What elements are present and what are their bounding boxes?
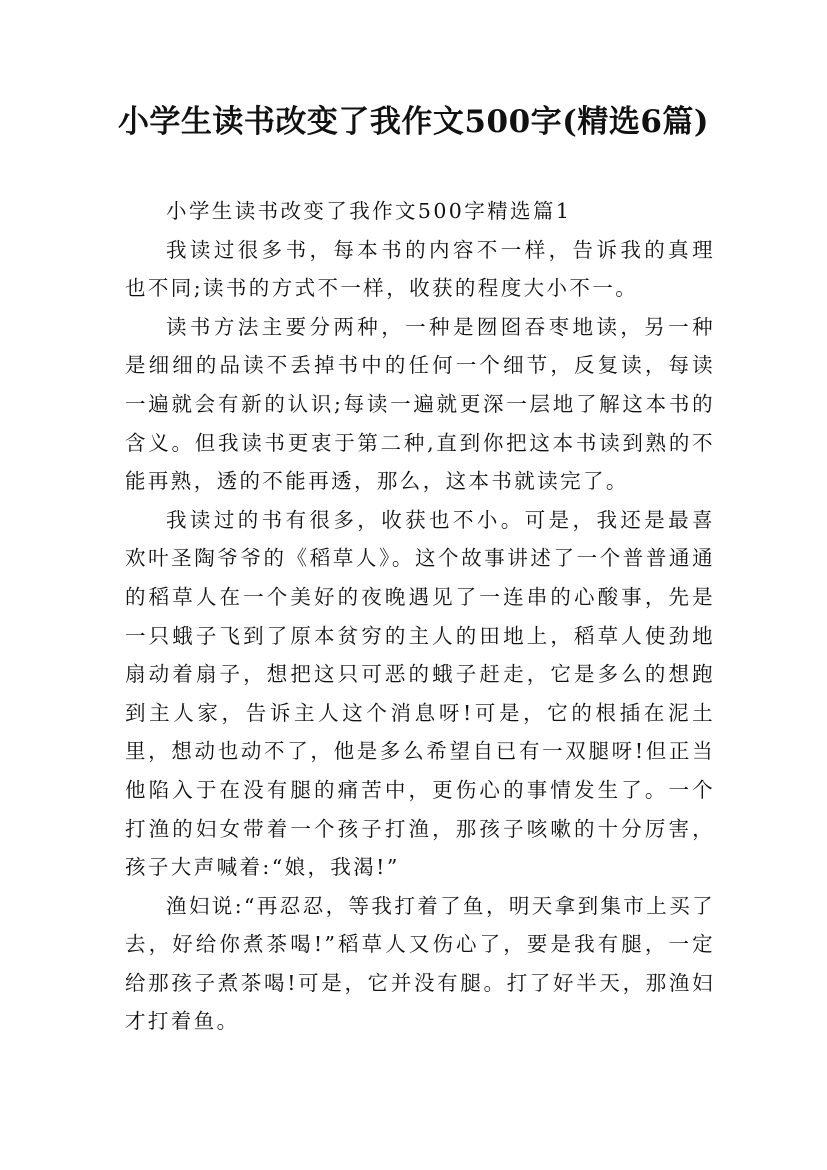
paragraph: 我读过很多书，每本书的内容不一样，告诉我的真理也不同;读书的方式不一样，收获的程度大小不一。 bbox=[125, 237, 715, 301]
document-title: 小学生读书改变了我作文500字(精选6篇) bbox=[117, 104, 710, 140]
paragraph: 我读过的书有很多，收获也不小。可是，我还是最喜欢叶圣陶爷爷的《稻草人》。这个故事讲述了一个普普通通的稻草人在一个美好的夜晚遇见了一连串的心酸事，先是一只蛾子飞到了原本贫穷的主人的田地上，稻草人使劲地扇动着扇子，想把这只可恶的蛾子赶走，它是多么的想跑到主人家，告诉主人这个消息呀!可是，它的根插在泥土里，想动也动不了，他是多么希望自已有一双腿呀!但正当他陷入于在没有腿的痛苦中，更伤心的事情发生了。一个打渔的妇女带着一个孩子打渔，那孩子咳嗽的十分厉害，孩子大声喊着:“娘，我渴!” bbox=[125, 507, 715, 880]
paragraph: 渔妇说:“再忍忍，等我打着了鱼，明天拿到集市上买了去，好给你煮茶喝!”稻草人又伤心了，要是我有腿，一定给那孩子煮茶喝!可是，它并没有腿。打了好半天，那渔妇才打着鱼。 bbox=[125, 893, 715, 1034]
document-body bbox=[125, 192, 715, 1041]
paragraph: 读书方法主要分两种，一种是囫囵吞枣地读，另一种是细细的品读不丢掉书中的任何一个细节，反复读，每读一遍就会有新的认识;每读一遍就更深一层地了解这本书的含义。但我读书更衷于第二种,直到你把这本书读到熟的不能再熟，透的不能再透，那么，这本书就读完了。 bbox=[125, 314, 715, 494]
section-subtitle: 小学生读书改变了我作文500字精选篇1 bbox=[166, 199, 572, 223]
